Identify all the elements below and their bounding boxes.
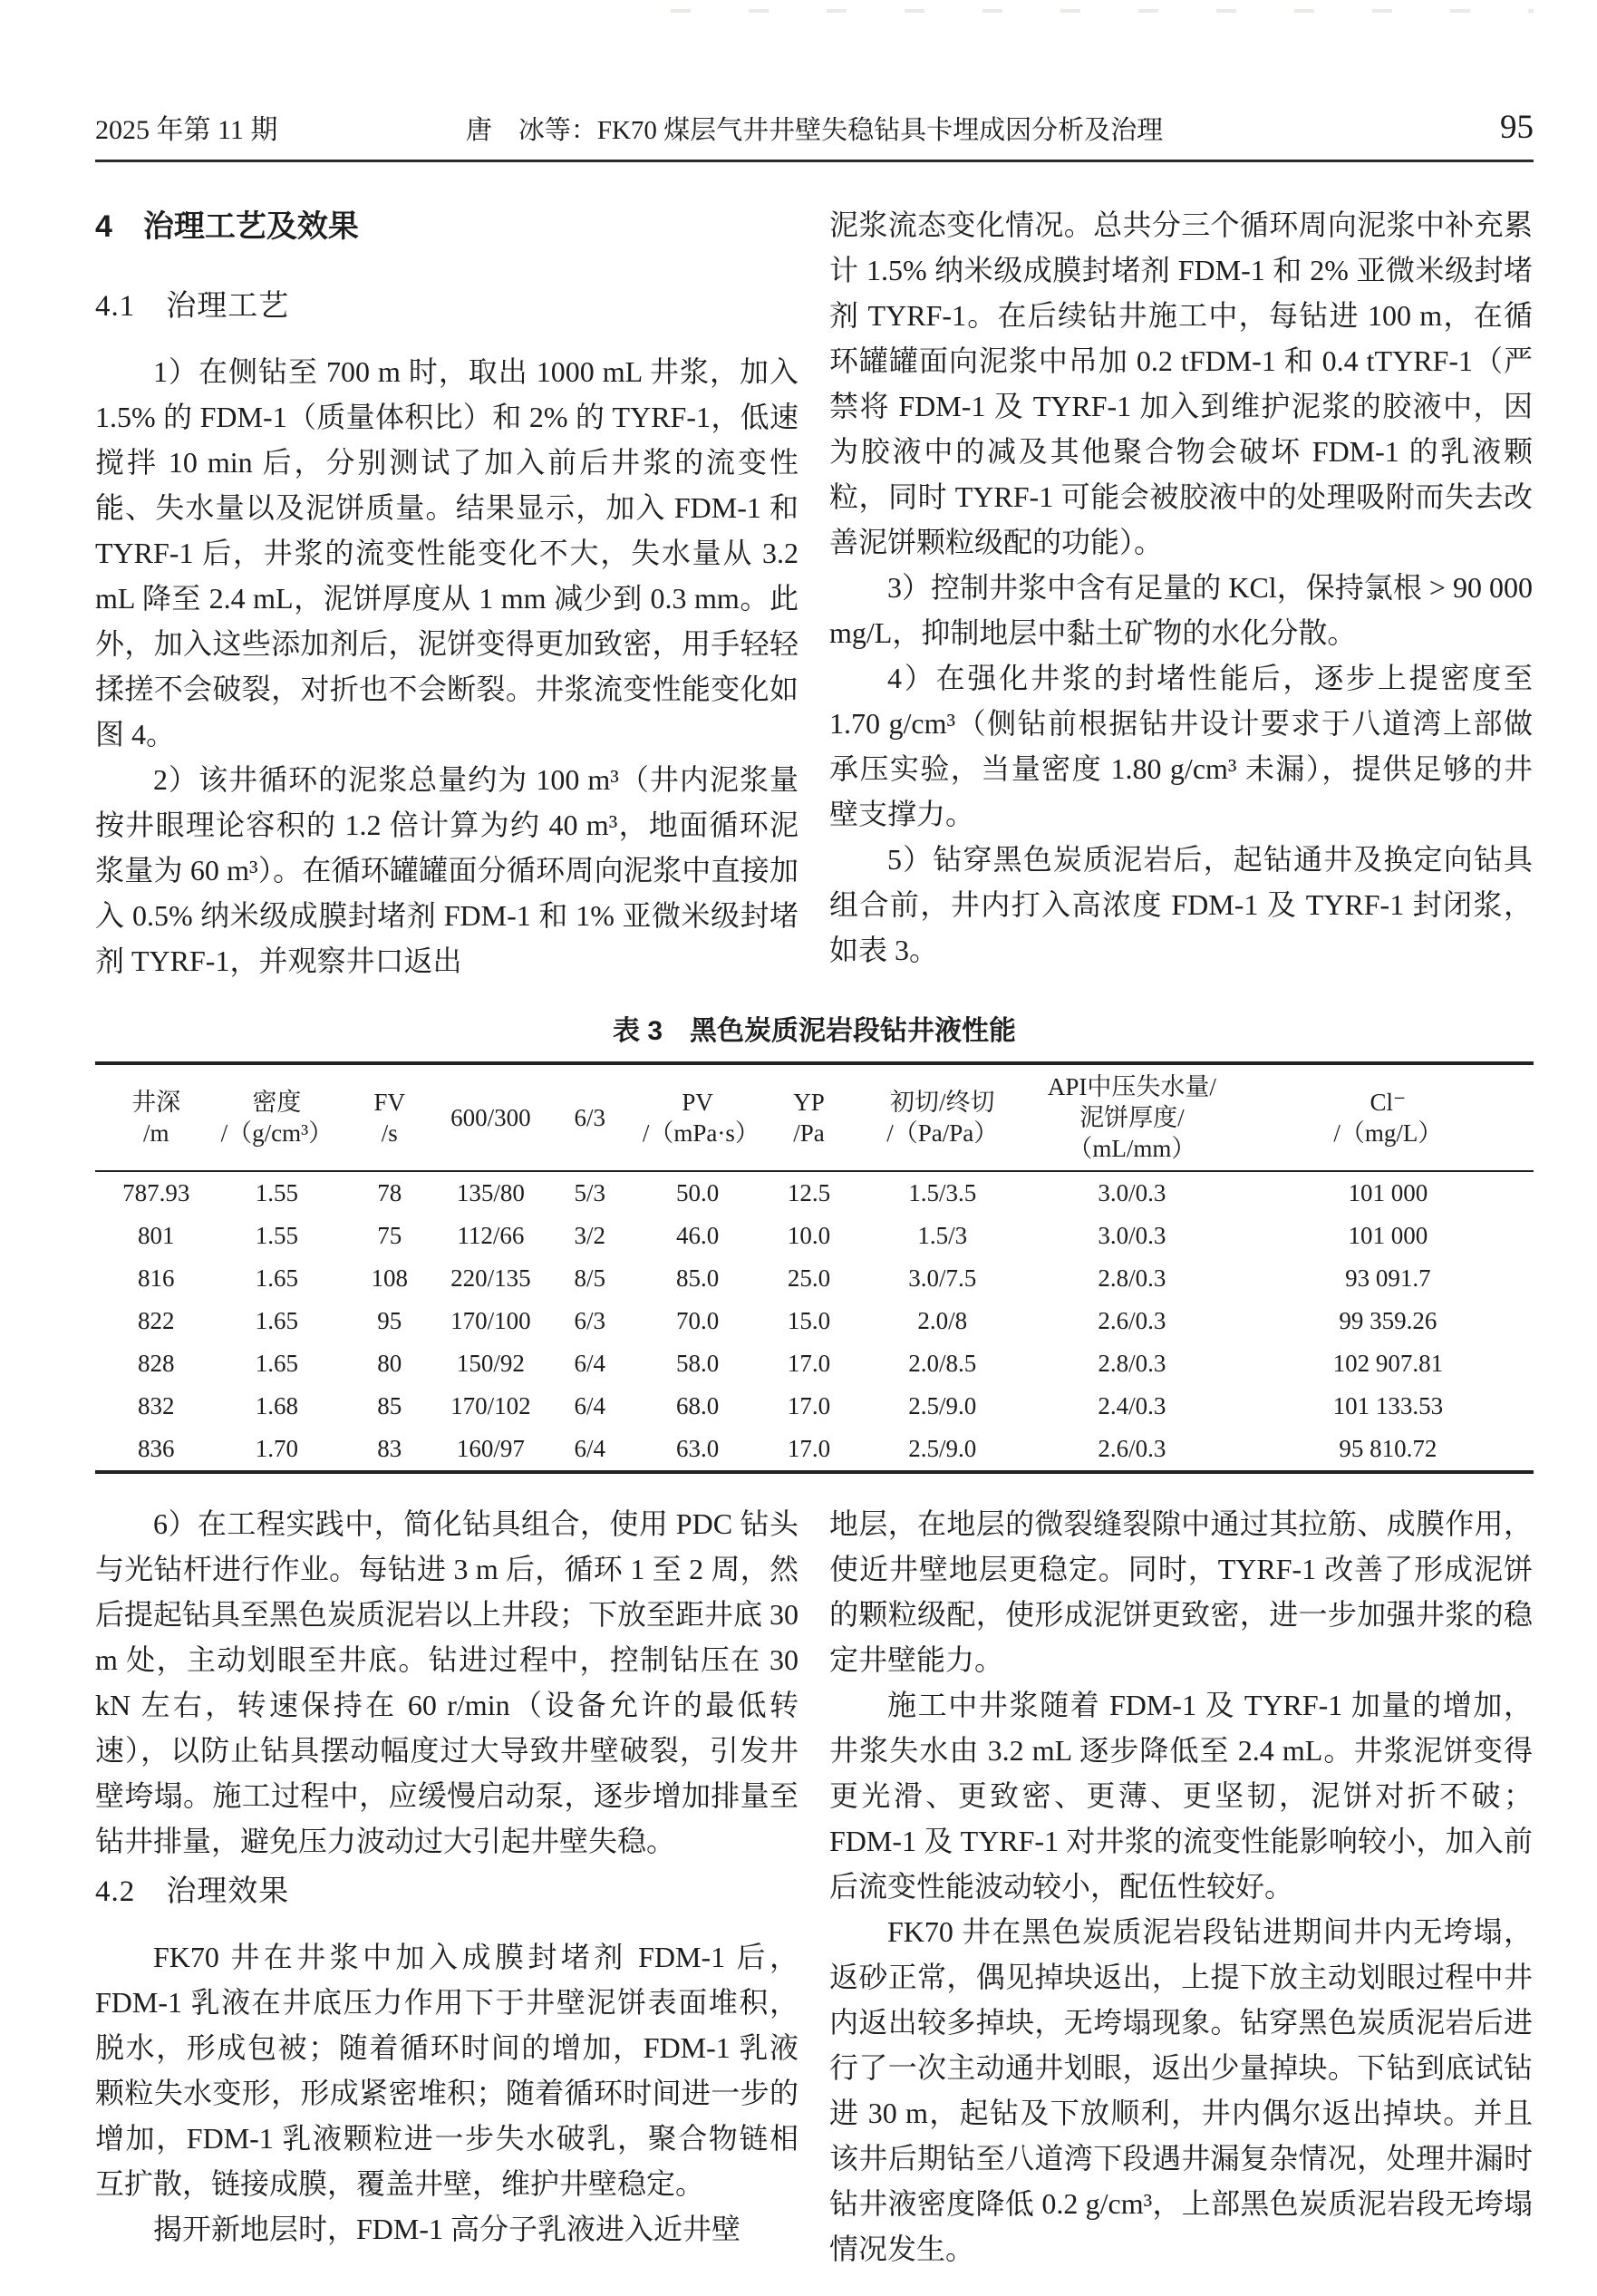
table-cell: 2.8/0.3	[1098, 1350, 1166, 1377]
table-cell: 1.70	[255, 1435, 299, 1462]
table-row	[95, 1171, 1534, 1215]
table-cell: 822	[138, 1307, 175, 1334]
header-line: /（Pa/Pa）	[886, 1119, 999, 1147]
top-right-column	[829, 202, 1533, 983]
table-cell: 170/102	[450, 1392, 531, 1419]
page-number: 95	[1500, 109, 1534, 146]
table-cell: 17.0	[787, 1392, 831, 1419]
table-row	[95, 1257, 1534, 1300]
table-cell: 2.5/9.0	[908, 1392, 977, 1419]
col-header-api-filtrate	[1021, 1063, 1243, 1171]
col-header-600-300	[442, 1063, 538, 1171]
header-line: API中压失水量/	[1047, 1073, 1216, 1100]
header-line: 600/300	[450, 1104, 531, 1131]
table-cell: 801	[138, 1222, 175, 1249]
table-cell: 99 359.26	[1339, 1307, 1437, 1334]
table-cell: 6/3	[574, 1307, 605, 1334]
header-rule	[95, 160, 1534, 162]
table-cell: 93 091.7	[1345, 1264, 1431, 1292]
paragraph: FK70 井在黑色炭质泥岩段钻进期间井内无垮塌，返砂正常，偶见掉块返出，上提下放主动划眼过程中井内返出较多掉块，无垮塌现象。钻穿黑色炭质泥岩后进行了一次主动通井划眼，返出少量掉块。下钻到底试钻进 30 m，起钻及下放顺利，井内偶尔返出掉块。并且该井后期钻至八道湾下段遇井漏复杂情况，处理井漏时钻井液密度降低 0.2 g/cm³，上部黑色炭质泥岩段无垮塌情况发生。	[829, 1915, 1533, 2265]
table-cell: 150/92	[456, 1350, 525, 1377]
table-cell: 50.0	[675, 1179, 720, 1206]
col-header-yp	[754, 1063, 863, 1171]
table-cell: 10.0	[787, 1222, 831, 1249]
bottom-right-column	[829, 1501, 1533, 2272]
paragraph: 3）控制井浆中含有足量的 KCl，保持氯根 > 90 000 mg/L，抑制地层中黏土矿物的水化分散。	[829, 571, 1533, 649]
table-cell: 8/5	[574, 1264, 605, 1292]
table-cell: 3.0/0.3	[1098, 1179, 1166, 1206]
table-header-row	[95, 1063, 1534, 1171]
table-cell: 75	[377, 1222, 402, 1249]
table-cell: 85.0	[675, 1264, 720, 1292]
header-line: 初切/终切	[889, 1089, 995, 1116]
table-row	[95, 1385, 1534, 1428]
table-row	[95, 1428, 1534, 1472]
table-cell: 6/4	[574, 1350, 605, 1377]
table-cell: 3.0/7.5	[908, 1264, 977, 1292]
col-header-chloride	[1243, 1063, 1534, 1171]
table-cell: 17.0	[787, 1350, 831, 1377]
bottom-left-column	[95, 1501, 798, 2272]
table-cell: 2.0/8	[917, 1307, 968, 1334]
table-cell: 112/66	[457, 1222, 525, 1249]
table-cell: 1.68	[255, 1392, 299, 1419]
table-cell: 816	[138, 1264, 175, 1292]
paragraph: 5）钻穿黑色炭质泥岩后，起钻通井及换定向钻具组合前，井内打入高浓度 FDM-1 及 TYRF-1 封闭浆，如表 3。	[829, 843, 1533, 966]
table-cell: 828	[138, 1350, 175, 1377]
paragraph: 2）该井循环的泥浆总量约为 100 m³（井内泥浆量按井眼理论容积的 1.2 倍计算为约 40 m³，地面循环泥浆量为 60 m³）。在循环罐罐面分循环周向泥浆中直接加入 0.5% 纳米级成膜封堵剂 FDM-1 和 1% 亚微米级封堵剂 TYRF-1，并观察井口返出	[95, 763, 798, 977]
table-cell: 1.65	[255, 1264, 299, 1292]
table-cell: 46.0	[675, 1222, 720, 1249]
table-cell: 3/2	[574, 1222, 605, 1249]
col-header-fv	[336, 1063, 442, 1171]
header-line: /Pa	[793, 1119, 825, 1147]
header-line: /（mg/L）	[1333, 1119, 1443, 1147]
header-line: FV	[373, 1089, 406, 1116]
running-title: 唐 冰等：FK70 煤层气井井壁失稳钻具卡埋成因分析及治理	[465, 116, 1164, 145]
table-row	[95, 1342, 1534, 1385]
table-cell: 78	[377, 1179, 402, 1206]
paragraph: 揭开新地层时，FDM-1 高分子乳液进入近井壁	[153, 2213, 741, 2245]
table-cell: 832	[138, 1392, 175, 1419]
paragraph-continuation: 泥浆流态变化情况。总共分三个循环周向泥浆中补充累计 1.5% 纳米级成膜封堵剂 FDM-1 和 2% 亚微米级封堵剂 TYRF-1。在后续钻井施工中，每钻进 100 m，在循环罐罐面向泥浆中吊加 0.2 tFDM-1 和 0.4 tTYRF-1（严禁将 FDM-1 及 TYRF-1 加入到维护泥浆的胶液中，因为胶液中的减及其他聚合物会破坏 FDM-1 的乳液颗粒，同时 TYRF-1 可能会被胶液中的处理吸附而失去改善泥饼颗粒级配的功能）。	[829, 208, 1533, 558]
header-line: 密度	[252, 1089, 302, 1116]
header-line: /s	[381, 1119, 398, 1147]
table-cell: 101 000	[1348, 1222, 1428, 1249]
table-cell: 70.0	[675, 1307, 720, 1334]
lower-columns	[95, 1501, 1534, 2272]
table-row	[95, 1300, 1534, 1342]
paragraph: 1）在侧钻至 700 m 时，取出 1000 mL 井浆，加入 1.5% 的 FDM-1（质量体积比）和 2% 的 TYRF-1，低速搅拌 10 min 后，分别测试了加入前后井浆的流变性能、失水量以及泥饼质量。结果显示，加入 FDM-1 和 TYRF-1 后，井浆的流变性能变化不大，失水量从 3.2 mL 降至 2.4 mL，泥饼厚度从 1 mm 减少到 0.3 mm。此外，加入这些添加剂后，泥饼变得更加致密，用手轻轻揉搓不会破裂，对折也不会断裂。井浆流变性能变化如图 4。	[95, 355, 798, 751]
table-3-block	[95, 1016, 1534, 1474]
header-line: /（g/cm³）	[220, 1119, 334, 1147]
table-cell: 101 000	[1348, 1179, 1428, 1206]
table-cell: 25.0	[787, 1264, 831, 1292]
col-header-6-3	[539, 1063, 641, 1171]
drilling-fluid-properties-table	[95, 1061, 1534, 1474]
table-cell: 787.93	[122, 1179, 190, 1206]
table-body	[95, 1171, 1534, 1472]
table-cell: 63.0	[675, 1435, 720, 1462]
header-line: Cl⁻	[1370, 1089, 1407, 1116]
table-cell: 3.0/0.3	[1098, 1222, 1166, 1249]
table-cell: 135/80	[456, 1179, 525, 1206]
paragraph: FK70 井在井浆中加入成膜封堵剂 FDM-1 后，FDM-1 乳液在井底压力作用下于井壁泥饼表面堆积，脱水，形成包被；随着循环时间的增加，FDM-1 乳液颗粒失水变形，形成紧密堆积；随着循环时间进一步的增加，FDM-1 乳液颗粒进一步失水破乳，聚合物链相互扩散，链接成膜，覆盖井壁，维护井壁稳定。	[95, 1941, 798, 2200]
table-cell: 2.6/0.3	[1098, 1307, 1166, 1334]
table-cell: 58.0	[675, 1350, 720, 1377]
table-cell: 220/135	[450, 1264, 531, 1292]
table-row	[95, 1215, 1534, 1257]
table-cell: 12.5	[787, 1179, 831, 1206]
header-line: /m	[143, 1119, 169, 1147]
table-cell: 68.0	[675, 1392, 720, 1419]
header-line: YP	[793, 1089, 825, 1116]
table-cell: 170/100	[450, 1307, 531, 1334]
section-heading-4: 4 治理工艺及效果	[95, 209, 359, 244]
issue-label: 2025 年第 11 期	[95, 115, 278, 145]
table-cell: 160/97	[456, 1435, 525, 1462]
table-cell: 95	[377, 1307, 402, 1334]
upper-columns	[95, 202, 1534, 983]
table-cell: 2.0/8.5	[908, 1350, 977, 1377]
header-line: 泥饼厚度/（mL/mm）	[1068, 1104, 1196, 1162]
table-cell: 1.5/3	[917, 1222, 968, 1249]
table-cell: 6/4	[574, 1435, 605, 1462]
table-cell: 1.65	[255, 1307, 299, 1334]
page-header	[95, 107, 1534, 147]
table-cell: 1.65	[255, 1350, 299, 1377]
table-cell: 95 810.72	[1339, 1435, 1437, 1462]
col-header-density	[218, 1063, 337, 1171]
col-header-pv	[641, 1063, 760, 1171]
table-cell: 108	[371, 1264, 409, 1292]
header-line: /（mPa·s）	[642, 1119, 760, 1147]
col-header-well-depth	[95, 1063, 218, 1171]
table-cell: 83	[377, 1435, 402, 1462]
table-cell: 102 907.81	[1332, 1350, 1444, 1377]
table-cell: 2.8/0.3	[1098, 1264, 1166, 1292]
top-left-column	[95, 202, 798, 983]
table-cell: 1.55	[255, 1179, 299, 1206]
header-line: PV	[682, 1089, 713, 1116]
table-caption: 表 3 黑色炭质泥岩段钻井液性能	[612, 1016, 1017, 1046]
table-cell: 2.6/0.3	[1098, 1435, 1166, 1462]
table-cell: 17.0	[787, 1435, 831, 1462]
col-header-gel-strength	[864, 1063, 1021, 1171]
table-cell: 1.55	[255, 1222, 299, 1249]
table-cell: 85	[377, 1392, 402, 1419]
table-cell: 2.5/9.0	[908, 1435, 977, 1462]
header-line: 6/3	[574, 1104, 605, 1131]
table-cell: 80	[377, 1350, 402, 1377]
table-cell: 15.0	[787, 1307, 831, 1334]
table-cell: 6/4	[574, 1392, 605, 1419]
table-cell: 101 133.53	[1332, 1392, 1444, 1419]
table-header	[95, 1063, 1534, 1171]
header-line: 井深	[131, 1089, 181, 1116]
subsection-heading-4-1: 4.1 治理工艺	[95, 290, 290, 323]
table-cell: 2.4/0.3	[1098, 1392, 1166, 1419]
paragraph: 施工中井浆随着 FDM-1 及 TYRF-1 加量的增加，井浆失水由 3.2 mL 逐步降低至 2.4 mL。井浆泥饼变得更光滑、更致密、更薄、更坚韧，泥饼对折不破；FDM-1 及 TYRF-1 对井浆的流变性能影响较小，加入前后流变性能波动较小，配伍性较好。	[829, 1689, 1533, 1903]
paragraph: 4）在强化井浆的封堵性能后，逐步上提密度至 1.70 g/cm³（侧钻前根据钻井设计要求于八道湾上部做承压实验，当量密度 1.80 g/cm³ 未漏），提供足够的井壁支撑力。	[829, 662, 1533, 830]
subsection-heading-4-2: 4.2 治理效果	[95, 1875, 290, 1908]
paragraph-continuation: 地层，在地层的微裂缝裂隙中通过其拉筋、成膜作用，使近井壁地层更稳定。同时，TYRF-1 改善了形成泥饼的颗粒级配，使形成泥饼更致密，进一步加强井浆的稳定井壁能力。	[829, 1507, 1533, 1676]
table-cell: 5/3	[574, 1179, 605, 1206]
table-cell: 1.5/3.5	[908, 1179, 977, 1206]
paragraph: 6）在工程实践中，简化钻具组合，使用 PDC 钻头与光钻杆进行作业。每钻进 3 m 后，循环 1 至 2 周，然后提起钻具至黑色炭质泥岩以上井段；下放至距井底 30 m 处，主动划眼至井底。钻进过程中，控制钻压在 30 kN 左右，转速保持在 60 r/min（设备允许的最低转速），以防止钻具摆动幅度过大导致井壁破裂，引发井壁垮塌。施工过程中，应缓慢启动泵，逐步增加排量至钻井排量，避免压力波动过大引起井壁失稳。	[95, 1507, 799, 1857]
table-cell: 836	[138, 1435, 175, 1462]
